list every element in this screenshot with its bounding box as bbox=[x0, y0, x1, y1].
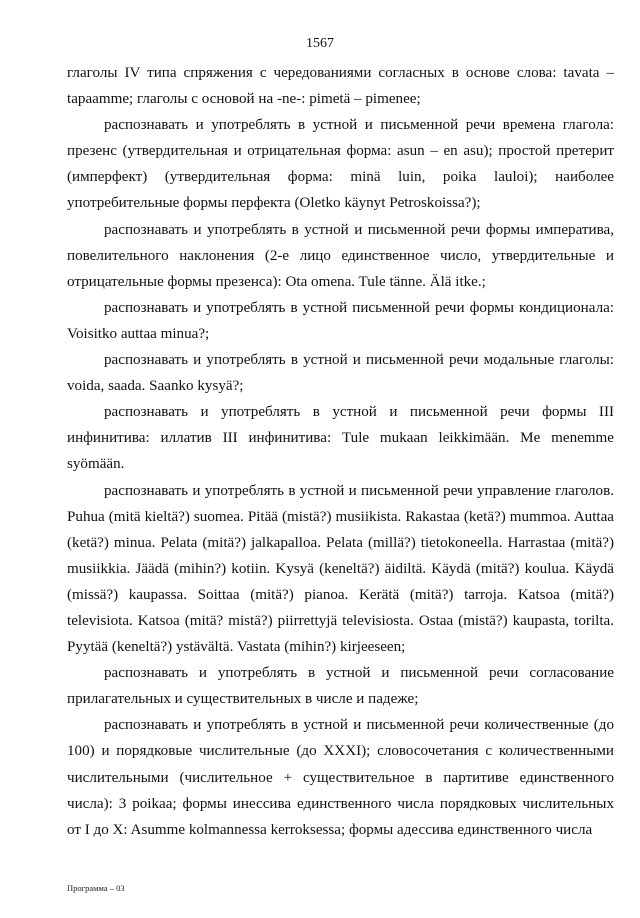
paragraph: глаголы IV типа спряжения с чередованиями согласных в основе слова: tavata – tapaamme; глаголы с основой на -ne-: pimetä – pimenee; bbox=[67, 65, 614, 108]
paragraph: распознавать и употреблять в устной письменной речи формы кондиционала: Voisitko auttaa minua?; bbox=[67, 299, 614, 342]
paragraph: распознавать и употреблять в устной и письменной речи модальные глаголы: voida, saada. Saanko kysyä?; bbox=[67, 352, 614, 395]
paragraph: распознавать и употреблять в устной и письменной речи формы императива, повелительного наклонения (2-е лицо единственное число, утвердительные и отрицательные формы презенса): Ota omena. Tule tänne. Älä itke.; bbox=[67, 221, 614, 290]
body-text bbox=[67, 60, 614, 843]
paragraph: распознавать и употреблять в устной и письменной речи количественные (до 100) и порядковые числительные (до XXXI); словосочетания с количественными числительными (числительное + существительное в партитиве единственного числа): 3 poikaa; формы инессива единственного числа порядковых числительных от I до X: Asumme kolmannessa kerroksessa; формы адессива единственного числа bbox=[67, 717, 614, 838]
paragraph: распознавать и употреблять в устной и письменной речи времена глагола: презенс (утвердительная и отрицательная форма: asun – en asu); простой претерит (имперфект) (утвердительная форма: minä luin, poika lauloi); наиболее употребительные формы перфекта (Oletko käynyt Petroskoissa?); bbox=[67, 117, 614, 212]
paragraph: распознавать и употреблять в устной и письменной речи управление глаголов. Puhua (mitä kieltä?) suomea. Pitää (mistä?) musiikista. Rakastaa (ketä?) mummoa. Auttaa (ketä?) minua. Pelata (mitä?) jalkapalloa. Pelata (millä?) tietokoneella. Harrastaa (mitä?) musiikkia. Jäädä (mihin?) kotiin. Kysyä (keneltä?) äidiltä. Käydä (mitä?) koulua. Käydä (missä?) kaupassa. Soittaa (mitä?) pianoa. Kerätä (mitä?) tarroja. Katsoa (mitä?) televisiota. Katsoa (mitä? mistä?) piirrettyjä televisiosta. Ostaa (mistä?) kaupasta, torilta. Pyytää (keneltä?) ystävältä. Vastata (mihin?) kirjeeseen; bbox=[67, 482, 614, 656]
page-number: 1567 bbox=[306, 36, 334, 51]
paragraph: распознавать и употреблять в устной и письменной речи формы III инфинитива: иллатив III инфинитива: Tule mukaan leikkimään. Me menemme syömään. bbox=[67, 404, 614, 473]
footer-program-label: Программа – 03 bbox=[67, 883, 125, 893]
paragraph: распознавать и употреблять в устной и письменной речи согласование прилагательных и существительных в числе и падеже; bbox=[67, 665, 614, 708]
